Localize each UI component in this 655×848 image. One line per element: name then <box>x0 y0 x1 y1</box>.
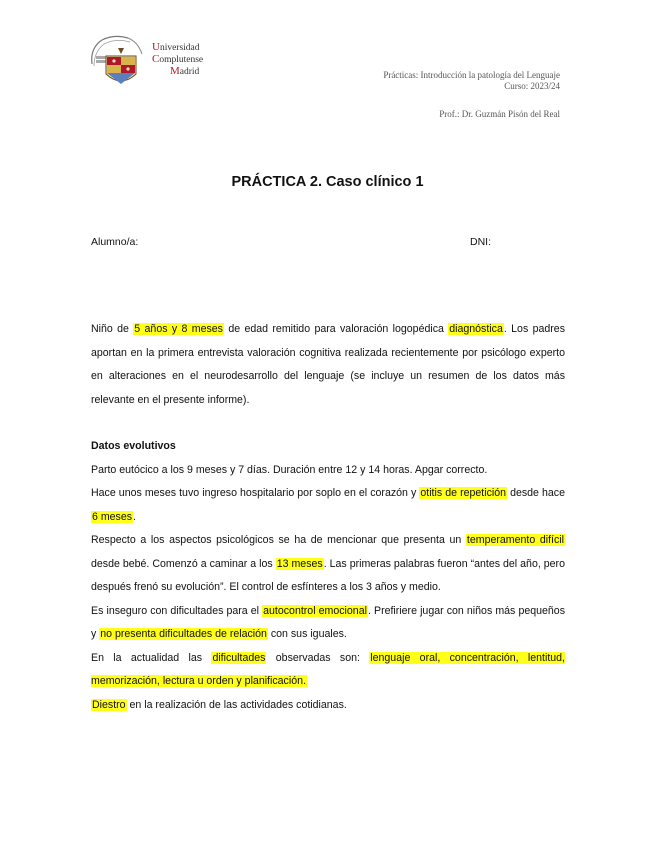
evolution-section <box>91 435 565 717</box>
page-title: PRÁCTICA 2. Caso clínico 1 <box>231 174 424 190</box>
section-heading: Datos evolutivos <box>91 440 176 452</box>
emotional-line: Es inseguro con dificultades para el autocontrol emocional. Prefiriere jugar con niños más pequeños y no presenta dificultades de relación con sus iguales. <box>91 604 565 640</box>
hospital-line: Hace unos meses tuvo ingreso hospitalario por soplo en el corazón y otitis de repetición desde hace 6 meses. <box>91 487 565 523</box>
psychological-line: Respecto a los aspectos psicológicos se ha de mencionar que presenta un temperamento difícil desde bebé. Comenzó a caminar a los 13 meses. Las primeras palabras fueron “antes del año, pero después frenó su evolución”. El control de esfínteres a los 3 años y medio. <box>91 534 565 593</box>
highlight-no-relation-difficulties: no presenta dificultades de relación <box>100 628 267 640</box>
university-wordmark: Universidad Complutense Madrid <box>152 41 204 77</box>
dni-label: DNI: <box>470 236 491 248</box>
course-line: Prácticas: Introducción la patología del Lenguaje <box>383 70 560 80</box>
difficulties-line: En la actualidad las dificultades observadas son: lenguaje oral, concentración, lentitud, memorización, lectura u orden y planificación. <box>91 651 565 687</box>
highlight-difficulties: dificultades <box>212 651 266 664</box>
highlight-temperament: temperamento difícil <box>466 534 564 546</box>
highlight-otitis: otitis de repetición <box>420 487 507 499</box>
intro-paragraph: Niño de 5 años y 8 meses de edad remitido para valoración logopédica diagnóstica. Los padres aportan en la primera entrevista valoración cognitiva realizada recientemente por psicólogo experto en alteraciones en el neurodesarrollo del lenguaje (se incluye un resumen de los datos más relevante en el presente informe). <box>91 323 565 406</box>
year-line: Curso: 2023/24 <box>504 81 560 91</box>
highlight-self-control: autocontrol emocional <box>263 604 367 617</box>
handedness-line: Diestro en la realización de las actividades cotidianas. <box>92 698 347 711</box>
highlight-13-months: 13 meses <box>276 557 323 570</box>
professor-line: Prof.: Dr. Guzmán Pisón del Real <box>439 109 560 119</box>
highlight-age: 5 años y 8 meses <box>134 323 223 335</box>
highlight-difficulty-list: lenguaje oral, concentración, lentitud, memorización, lectura u orden y planificación. <box>91 651 565 687</box>
highlight-diagnostic: diagnóstica <box>449 323 503 335</box>
highlight-6-months: 6 meses <box>92 510 133 523</box>
university-crest-icon <box>88 34 150 88</box>
highlight-right-handed: Diestro <box>92 698 126 711</box>
student-label: Alumno/a: <box>91 236 139 248</box>
birth-line: Parto eutócico a los 9 meses y 7 días. Duración entre 12 y 14 horas. Apgar correcto. <box>91 463 488 476</box>
